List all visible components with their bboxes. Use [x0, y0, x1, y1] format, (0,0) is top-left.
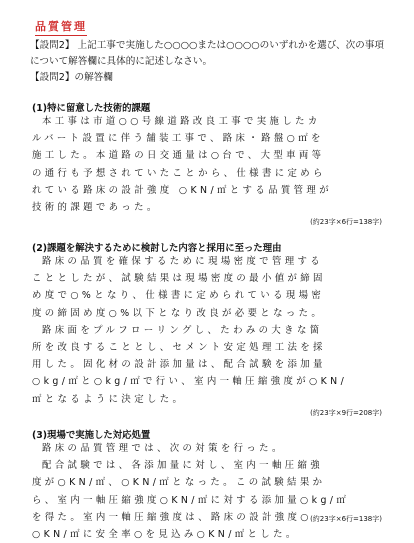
- body-line: ルバート設置に伴う舗装工事で、路床・路盤○㎡を: [32, 133, 324, 145]
- body-line: 度の締固め度○%以下となり改良が必要となった。: [32, 307, 325, 319]
- body-line: 路床の品質を確保するために現場密度で管理する: [42, 256, 324, 267]
- body-line: 配合試験では、各添加量に対し、室内一軸圧縮強: [42, 460, 324, 472]
- body-line: 度が○KN/㎡、○KN/㎡となった。この試験結果か: [32, 477, 326, 489]
- section-1-body: [32, 113, 382, 216]
- body-line: を得た。室内一軸圧縮強度は、路床の設計強度○: [32, 511, 312, 523]
- body-line: こととしたが、試験結果は現場密度の最小値が締固: [32, 273, 326, 285]
- section-2-heading: (2)課題を解決するために検討した内容と採用に至った理由: [32, 243, 282, 254]
- answer-heading: 【設問2】の解答欄: [30, 72, 113, 83]
- page-title: 品質管理: [35, 18, 87, 36]
- body-line: の通行も予想されていたことから、仕様書に定めら: [32, 167, 326, 179]
- body-line: れている路床の設計強度 ○KN/㎡とする品質管理が: [32, 184, 332, 196]
- body-line: ㎡となるように決定した。: [32, 393, 186, 405]
- body-line: ○KN/㎡に安全率○を見込み○KN/㎡とした。: [32, 529, 299, 541]
- body-line: 所を改良することとし、セメント安定処理工法を採: [32, 342, 326, 354]
- question-line-1: 【設問2】 上記工事で実施した○○○○または○○○○のいずれかを選び、次の事項: [30, 40, 384, 51]
- question-line-2: について解答欄に具体的に記述しなさい。: [30, 56, 213, 67]
- character-count: (約23字×9行=208字): [310, 409, 382, 417]
- body-line: ら、室内一軸圧縮強度○KN/㎡に対する添加量○kg/㎡: [32, 494, 350, 506]
- body-line: 路床の品質管理では、次の対策を行った。: [42, 443, 285, 454]
- character-count: (約23字×6行=138字): [310, 218, 382, 226]
- section-3-heading: (3)現場で実施した対応処置: [32, 430, 151, 441]
- body-line: め度で○%となり、仕様書に定められている現場密: [32, 290, 325, 302]
- body-line: 技術的課題であった。: [32, 202, 160, 214]
- section-1-heading: (1)特に留意した技術的課題: [32, 103, 151, 114]
- body-line: ○kg/㎡と○kg/㎡で行い、室内一軸圧縮強度が○KN/: [32, 376, 348, 388]
- body-line: 本工事は市道○○号線道路改良工事で実施したカ: [42, 116, 321, 127]
- body-line: 用した。固化材の設計添加量は、配合試験を添加量: [32, 359, 326, 371]
- section-2-body: [32, 253, 382, 408]
- body-line: 施工した。本道路の日交通量は○台で、大型車両等: [32, 150, 325, 162]
- body-line: 路床面をプルフローリングし、たわみの大きな箇: [42, 324, 323, 336]
- character-count: (約23字×6行=138字): [310, 515, 382, 523]
- section-3-body: [32, 440, 382, 543]
